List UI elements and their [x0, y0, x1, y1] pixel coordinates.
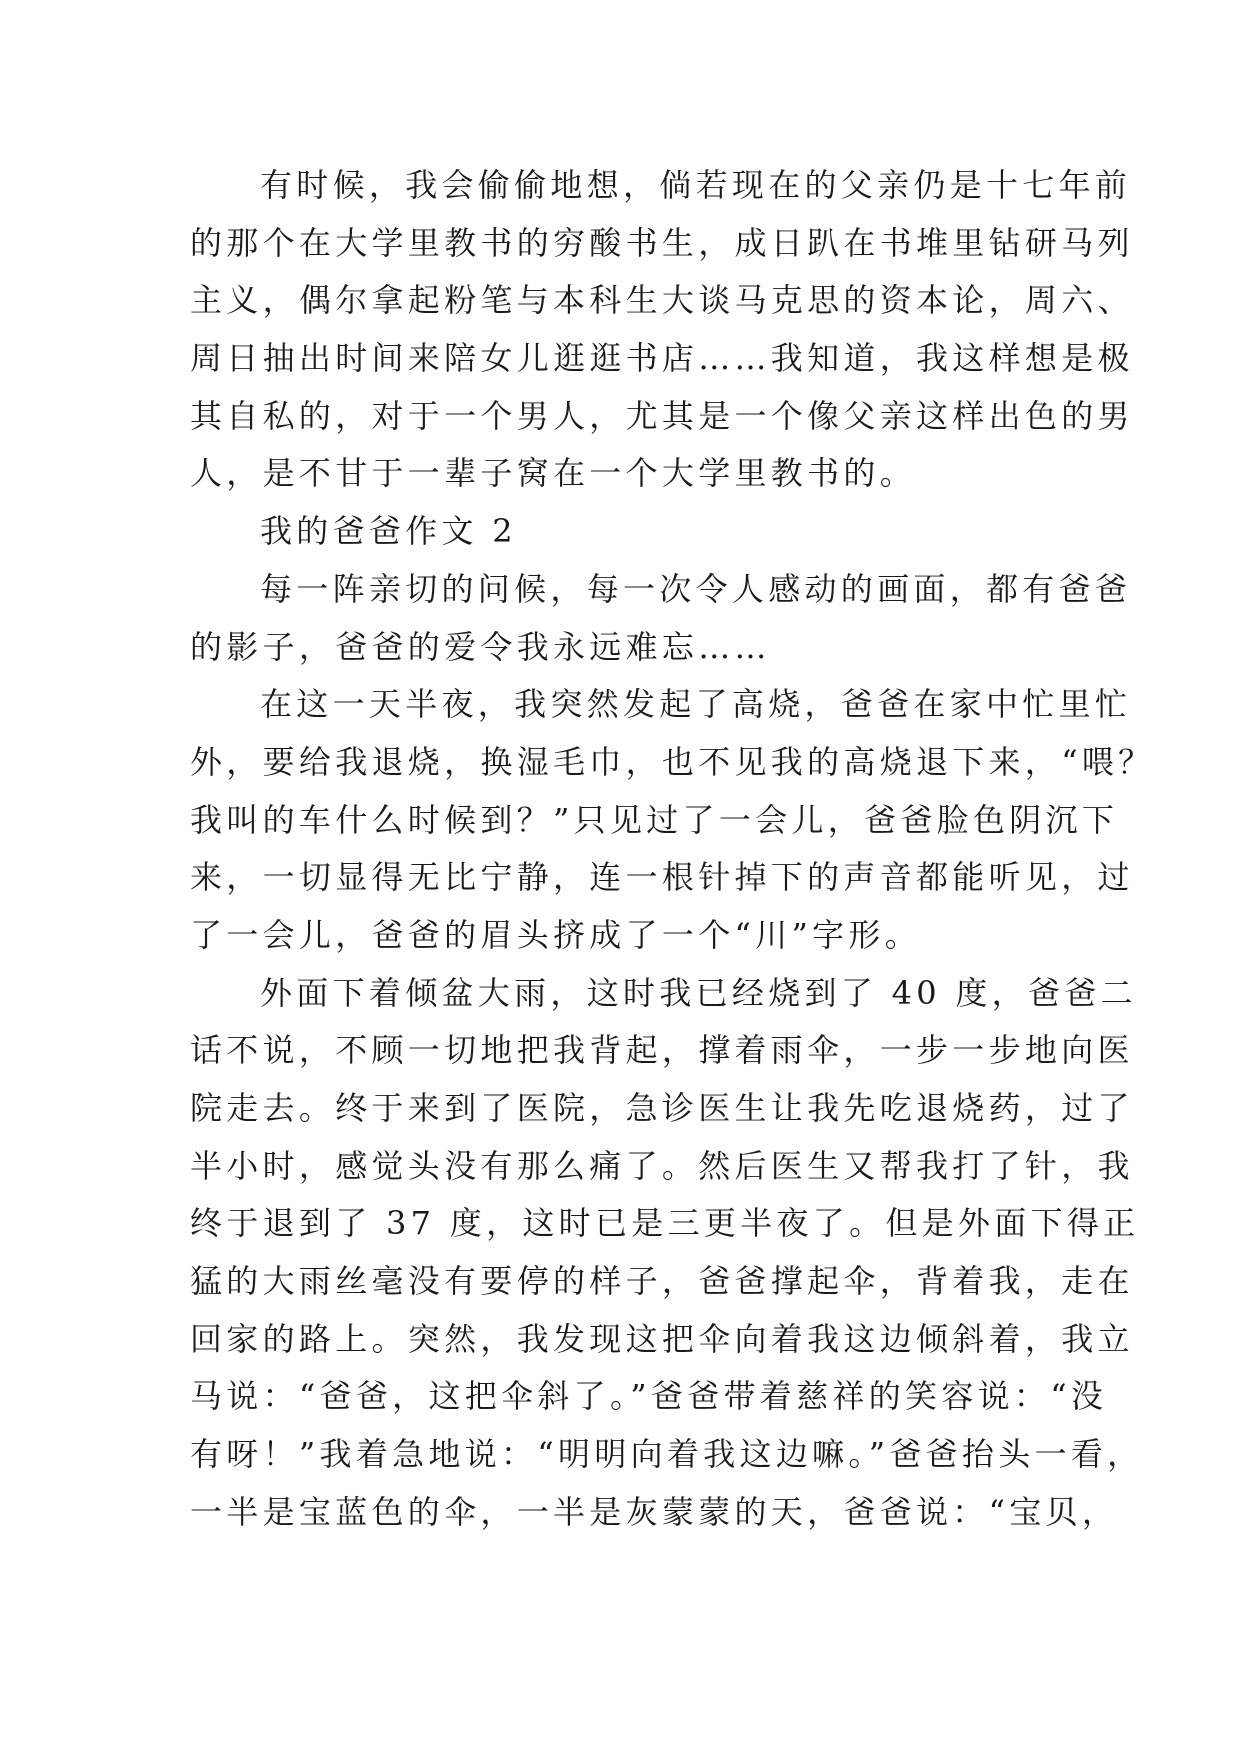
text-line: 人，是不甘于一辈子窝在一个大学里教书的。 [190, 454, 917, 493]
text-line: 马说：“爸爸，这把伞斜了。”爸爸带着慈祥的笑容说：“没 [190, 1377, 1108, 1416]
text-line: 话不说，不顾一切地把我背起，撑着雨伞，一步一步地向医 [190, 1031, 1134, 1070]
text-line: 有时候，我会偷偷地想，倘若现在的父亲仍是十七年前 [260, 166, 1132, 204]
document-body [190, 157, 1155, 1542]
text-line: 一半是宝蓝色的伞，一半是灰蒙蒙的天，爸爸说：“宝贝， [190, 1492, 1119, 1531]
text-line: 院走去。终于来到了医院，急诊医生让我先吃退烧药，过了 [190, 1089, 1134, 1127]
text-line: 来，一切显得无比宁静，连一根针掉下的声音都能听见，过 [190, 858, 1134, 897]
text-line: 的那个在大学里教书的穷酸书生，成日趴在书堆里钻研马列 [190, 223, 1134, 262]
text-line: 半小时，感觉头没有那么痛了。然后医生又帮我打了针，我 [190, 1146, 1134, 1185]
text-line: 在这一天半夜，我突然发起了高烧，爸爸在家中忙里忙 [260, 685, 1132, 724]
text-line: 外，要给我退烧，换湿毛巾，也不见我的高烧退下来，“喂？ [190, 742, 1155, 781]
text-line: 猛的大雨丝毫没有要停的样子，爸爸撑起伞，背着我，走在 [190, 1262, 1134, 1301]
text-line: 有呀！”我着急地说：“明明向着我这边嘛。”爸爸抬头一看， [190, 1435, 1144, 1474]
text-line: 的影子，爸爸的爱令我永远难忘…… [190, 627, 771, 666]
text-line: 其自私的，对于一个男人，尤其是一个像父亲这样出色的男 [190, 396, 1134, 435]
text-line: 外面下着倾盆大雨，这时我已经烧到了 40 度，爸爸二 [260, 973, 1137, 1012]
text-line: 每一阵亲切的问候，每一次令人感动的画面，都有爸爸 [260, 569, 1132, 608]
text-line: 终于退到了 37 度，这时已是三更半夜了。但是外面下得正 [190, 1204, 1140, 1243]
text-line: 我叫的车什么时候到？”只见过了一会儿，爸爸脸色阴沉下 [190, 800, 1119, 839]
text-line: 主义，偶尔拿起粉笔与本科生大谈马克思的资本论，周六、 [190, 281, 1134, 320]
section-heading: 我的爸爸作文 2 [260, 512, 517, 551]
text-line: 周日抽出时间来陪女儿逛逛书店……我知道，我这样想是极 [190, 339, 1134, 378]
text-line: 了一会儿，爸爸的眉头挤成了一个“川”字形。 [190, 915, 922, 954]
text-line: 回家的路上。突然，我发现这把伞向着我这边倾斜着，我立 [190, 1319, 1134, 1358]
